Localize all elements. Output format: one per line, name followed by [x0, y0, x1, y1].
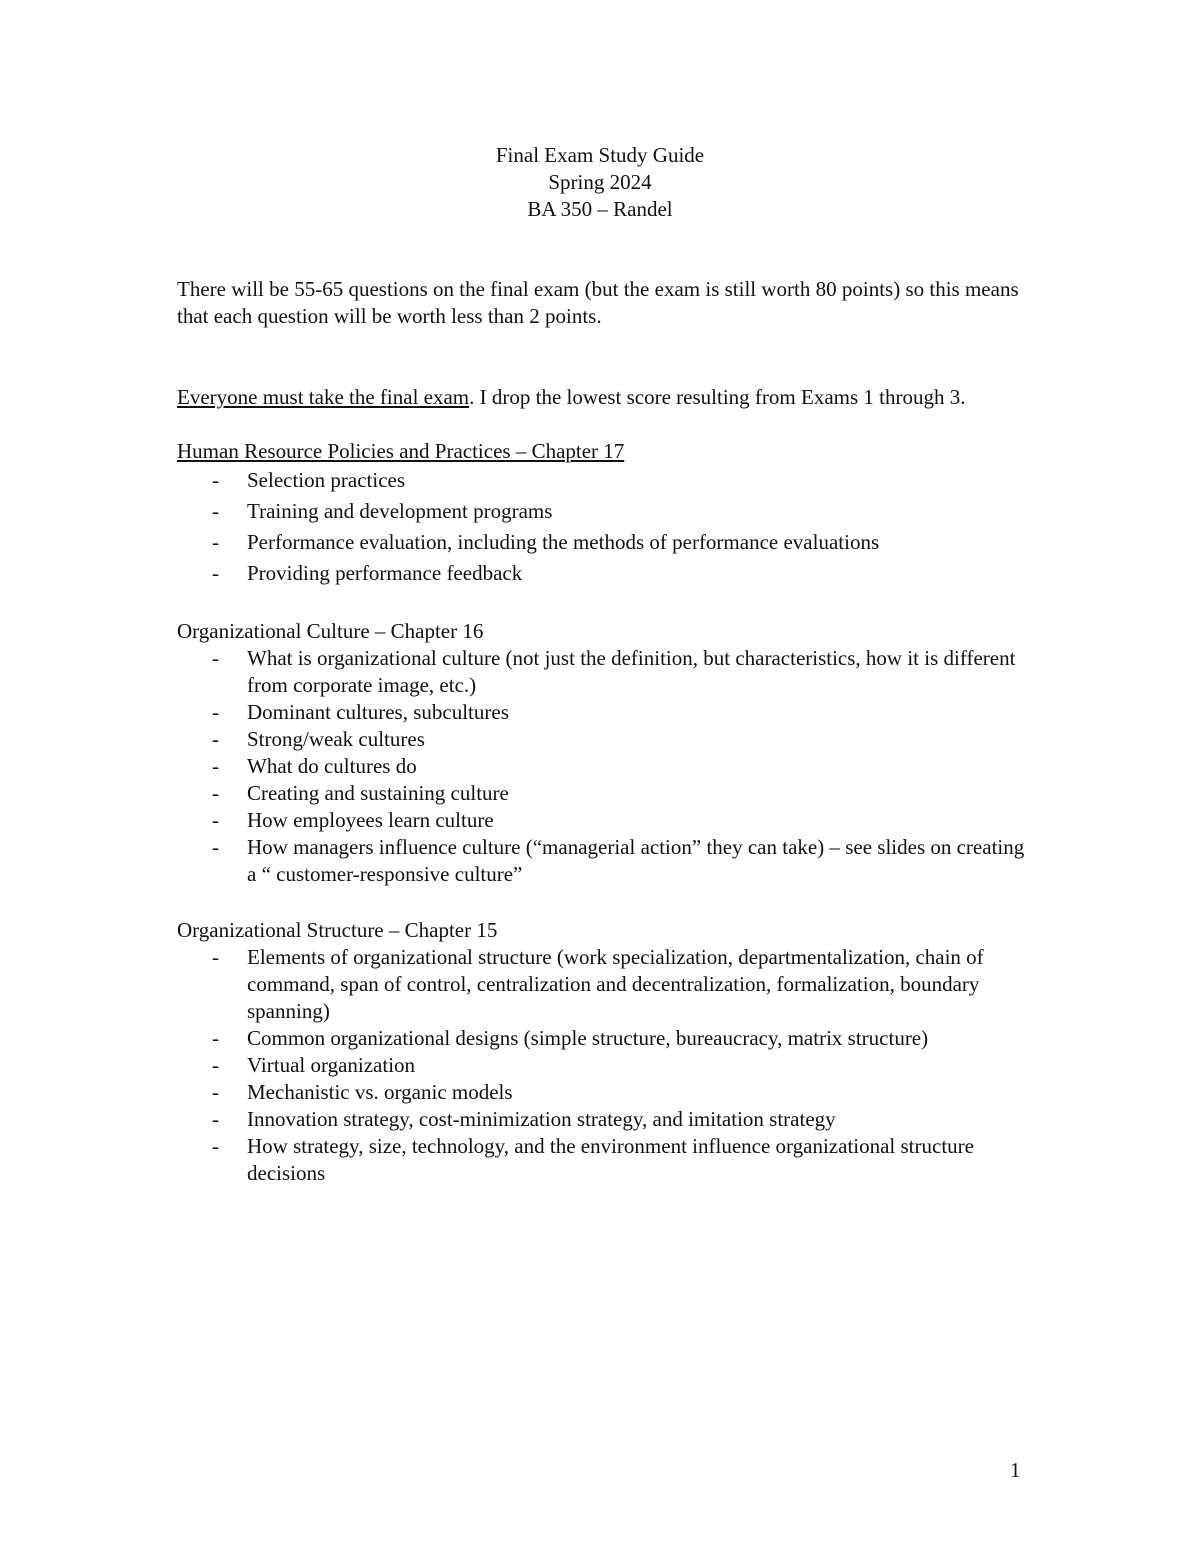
list-item-text: What is organizational culture (not just the definition, but characteristics, how it is different from corporate image, etc.) — [247, 646, 1016, 697]
intro-paragraph: There will be 55-65 questions on the final exam (but the exam is still worth 80 points) so this means that each question will be worth less than 2 points. — [177, 277, 1019, 328]
list-item — [177, 1106, 1037, 1133]
dash-bullet: - — [212, 468, 219, 492]
list-item — [177, 496, 1037, 527]
dash-bullet: - — [212, 530, 219, 554]
list-item — [177, 1133, 1037, 1187]
dash-bullet: - — [212, 754, 219, 778]
list-item — [177, 1079, 1037, 1106]
dash-bullet: - — [212, 499, 219, 523]
list-item — [177, 1052, 1037, 1079]
exam-note-emphasis: Everyone must take the final exam — [177, 385, 470, 409]
document-body — [177, 276, 1037, 1216]
list-item — [177, 834, 1037, 888]
list-item — [177, 807, 1037, 834]
list-item — [177, 465, 1037, 496]
document-header — [0, 142, 1200, 223]
list-item-text: Strong/weak cultures — [247, 727, 425, 751]
list-item-text: Innovation strategy, cost-minimization strategy, and imitation strategy — [247, 1107, 836, 1131]
dash-bullet: - — [212, 808, 219, 832]
list-item-text: Performance evaluation, including the methods of performance evaluations — [247, 530, 880, 554]
list-item-text: Training and development programs — [247, 499, 553, 523]
dash-bullet: - — [212, 727, 219, 751]
dash-bullet: - — [212, 1026, 219, 1050]
list-item-text: Elements of organizational structure (work specialization, departmentalization, chain of command, span of control, centralization and decentralization, formalization, boundary spanning) — [247, 945, 984, 1023]
dash-bullet: - — [212, 835, 219, 859]
list-item — [177, 558, 1037, 589]
list-item-text: Providing performance feedback — [247, 561, 523, 585]
list-item-text: Virtual organization — [247, 1053, 416, 1077]
list-item — [177, 527, 1037, 558]
dash-bullet: - — [212, 945, 219, 969]
dash-bullet: - — [212, 700, 219, 724]
dash-bullet: - — [212, 1134, 219, 1158]
topic-list — [177, 645, 1037, 888]
section-title: Human Resource Policies and Practices – Chapter 17 — [177, 439, 625, 463]
page-number: 1 — [1010, 1458, 1021, 1482]
dash-bullet: - — [212, 1053, 219, 1077]
list-item — [177, 1025, 1037, 1052]
list-item-text: Common organizational designs (simple structure, bureaucracy, matrix structure) — [247, 1026, 929, 1050]
list-item-text: How employees learn culture — [247, 808, 494, 832]
dash-bullet: - — [212, 1107, 219, 1131]
dash-bullet: - — [212, 646, 219, 670]
section-hr-policies — [177, 438, 1037, 589]
section-organizational-structure — [177, 917, 1037, 1187]
list-item-text: How managers influence culture (“managerial action” they can take) – see slides on creating a “ customer-responsive culture” — [247, 835, 1025, 886]
document-term: Spring 2024 — [548, 170, 652, 194]
topic-list — [177, 465, 1037, 589]
list-item — [177, 944, 1037, 1025]
section-organizational-culture — [177, 618, 1037, 888]
list-item — [177, 780, 1037, 807]
list-item-text: Dominant cultures, subcultures — [247, 700, 509, 724]
section-title: Organizational Culture – Chapter 16 — [177, 619, 484, 643]
list-item — [177, 645, 1037, 699]
topic-list — [177, 944, 1037, 1187]
section-title: Organizational Structure – Chapter 15 — [177, 918, 498, 942]
document-title: Final Exam Study Guide — [495, 143, 705, 167]
list-item-text: What do cultures do — [247, 754, 417, 778]
dash-bullet: - — [212, 781, 219, 805]
list-item-text: How strategy, size, technology, and the environment influence organizational structure decisions — [247, 1134, 974, 1185]
list-item-text: Selection practices — [247, 468, 406, 492]
document-course: BA 350 – Randel — [527, 197, 673, 221]
list-item — [177, 726, 1037, 753]
list-item — [177, 753, 1037, 780]
list-item-text: Creating and sustaining culture — [247, 781, 509, 805]
exam-note-paragraph — [177, 384, 1037, 411]
dash-bullet: - — [212, 1080, 219, 1104]
exam-note-text: . I drop the lowest score resulting from Exams 1 through 3. — [469, 385, 966, 409]
list-item-text: Mechanistic vs. organic models — [247, 1080, 513, 1104]
dash-bullet: - — [212, 561, 219, 585]
list-item — [177, 699, 1037, 726]
